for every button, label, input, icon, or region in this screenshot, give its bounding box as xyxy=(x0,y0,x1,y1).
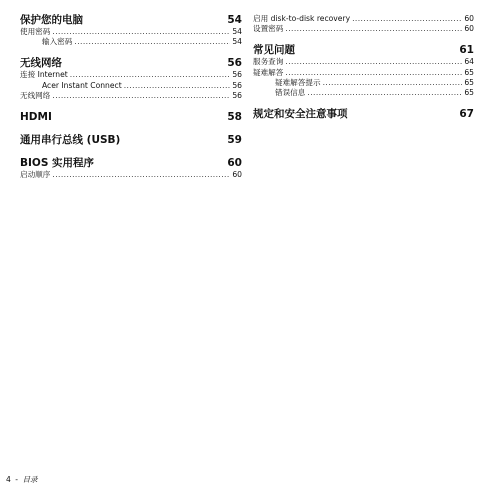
toc-entry[interactable] xyxy=(253,24,474,34)
leader-dots xyxy=(124,81,231,91)
toc-section xyxy=(20,134,242,147)
entry-title: Acer Instant Connect xyxy=(42,80,122,90)
toc-entry[interactable] xyxy=(253,88,474,98)
leader-dots xyxy=(285,24,462,34)
heading-page: 54 xyxy=(227,14,242,26)
page-footer xyxy=(6,475,38,485)
entry-page: 64 xyxy=(464,57,474,67)
entry-title: 启用 disk-to-disk recovery xyxy=(253,14,351,23)
entry-page: 56 xyxy=(232,70,242,80)
leader-dots xyxy=(352,14,462,24)
toc-section xyxy=(20,111,242,124)
footer-page-number: 4 xyxy=(6,475,11,484)
entry-page: 56 xyxy=(232,90,242,100)
toc-entry[interactable] xyxy=(253,78,474,88)
entry-title: 服务查询 xyxy=(253,57,284,67)
entry-title: 疑难解答提示 xyxy=(275,77,321,87)
entry-page: 65 xyxy=(464,87,474,97)
toc-heading[interactable] xyxy=(20,134,242,147)
heading-page: 61 xyxy=(459,44,474,57)
toc-heading[interactable] xyxy=(20,14,242,27)
heading-title: 通用串行总线 (USB) xyxy=(20,133,121,146)
heading-page: 56 xyxy=(227,57,242,70)
toc-left-column xyxy=(20,14,242,180)
toc-entry[interactable] xyxy=(253,14,474,24)
entry-title: 输入密码 xyxy=(42,37,73,47)
footer-title: 目录 xyxy=(22,475,38,484)
toc-entry[interactable] xyxy=(20,170,242,180)
leader-dots xyxy=(285,57,462,67)
heading-title: 常见问题 xyxy=(253,44,295,57)
leader-dots xyxy=(52,27,230,37)
entry-title: 错误信息 xyxy=(275,87,306,97)
toc-continued-entries xyxy=(253,14,474,34)
leader-dots xyxy=(323,78,463,88)
entry-page: 65 xyxy=(464,67,474,77)
entry-title: 启动顺序 xyxy=(20,169,51,179)
toc-entry[interactable] xyxy=(20,27,242,37)
entry-title: 连接 Internet xyxy=(20,70,68,80)
toc-heading[interactable] xyxy=(20,157,242,170)
leader-dots xyxy=(74,37,230,47)
toc-entry[interactable] xyxy=(20,37,242,47)
entry-page: 60 xyxy=(464,24,474,34)
heading-page: 59 xyxy=(227,133,242,146)
entry-page: 60 xyxy=(232,169,242,179)
leader-dots xyxy=(285,68,462,78)
entry-title: 设置密码 xyxy=(253,24,284,34)
heading-title: HDMI xyxy=(20,110,52,123)
leader-dots xyxy=(52,91,230,101)
entry-page: 54 xyxy=(232,27,242,36)
toc-heading[interactable] xyxy=(253,44,474,57)
toc-section xyxy=(20,157,242,180)
toc-section xyxy=(20,14,242,47)
leader-dots xyxy=(307,88,462,98)
toc-entry[interactable] xyxy=(253,57,474,67)
heading-page: 67 xyxy=(459,108,474,121)
toc-heading[interactable] xyxy=(253,108,474,121)
toc-entry[interactable] xyxy=(20,91,242,101)
toc-section xyxy=(253,44,474,98)
toc-entry[interactable] xyxy=(253,68,474,78)
entry-page: 54 xyxy=(232,37,242,47)
toc-heading[interactable] xyxy=(20,57,242,70)
toc-right-column xyxy=(253,14,474,121)
toc-entry[interactable] xyxy=(20,70,242,80)
toc-entry[interactable] xyxy=(20,81,242,91)
entry-page: 60 xyxy=(464,14,474,23)
heading-page: 60 xyxy=(227,156,242,169)
leader-dots xyxy=(70,70,231,80)
heading-title: 规定和安全注意事项 xyxy=(253,108,348,121)
toc-heading[interactable] xyxy=(20,111,242,124)
heading-title: BIOS 实用程序 xyxy=(20,156,95,169)
leader-dots xyxy=(52,170,230,180)
entry-page: 65 xyxy=(464,77,474,87)
toc-section xyxy=(20,57,242,101)
heading-page: 58 xyxy=(227,110,242,123)
entry-title: 使用密码 xyxy=(20,27,51,36)
entry-title: 疑难解答 xyxy=(253,67,284,77)
entry-title: 无线网络 xyxy=(20,90,51,100)
entry-page: 56 xyxy=(232,80,242,90)
footer-separator: - xyxy=(15,475,19,484)
heading-title: 保护您的电脑 xyxy=(20,14,83,26)
toc-section xyxy=(253,108,474,121)
heading-title: 无线网络 xyxy=(20,57,62,70)
